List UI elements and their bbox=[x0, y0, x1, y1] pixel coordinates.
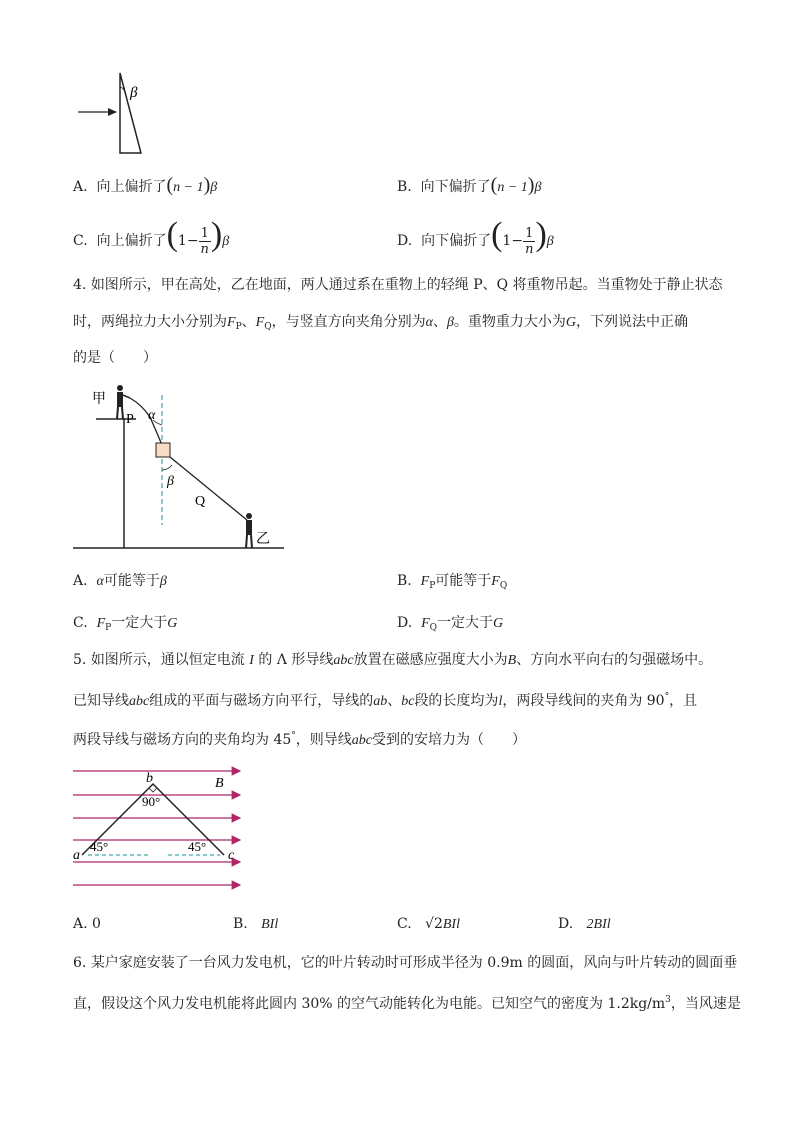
person-top-label: 甲 bbox=[92, 392, 106, 407]
q4-stem-line2: 时，两绳拉力大小分别为$F_P$、$F_Q$，与竖直方向夹角分别为α、β。重物重力大小为G，下列说法中正确 bbox=[73, 314, 689, 332]
q3-option-b[interactable]: B. 向下偏折了(n − 1)β bbox=[397, 174, 542, 196]
q4-option-c[interactable]: C. $F_P$一定大于G bbox=[73, 615, 178, 633]
q4-option-a[interactable]: A. α可能等于β bbox=[73, 573, 167, 589]
beta-label: β bbox=[167, 474, 174, 489]
q5-option-d[interactable]: D. 2BIl bbox=[558, 916, 611, 932]
q3-option-c[interactable]: C. 向上偏折了(1− $\frac{1}{n}$ )β bbox=[73, 216, 230, 257]
q5-option-c[interactable]: C. √2BIl bbox=[397, 916, 460, 932]
person-bottom-label: 乙 bbox=[256, 532, 270, 547]
q5-stem-line2: 已知导线abc组成的平面与磁场方向平行，导线的ab、bc段的长度均为l，两段导线间的夹角为 90°，且 bbox=[73, 692, 698, 709]
q3-angle-label: β bbox=[130, 85, 138, 101]
person-bottom-icon bbox=[246, 513, 252, 548]
rope-p-label: P bbox=[126, 412, 134, 427]
q5-stem-line3: 两段导线与磁场方向的夹角均为 45°，则导线abc受到的安培力为（ ） bbox=[73, 731, 526, 748]
q3-option-d[interactable]: D. 向下偏折了(1− $\frac{1}{n}$ )β bbox=[397, 216, 554, 257]
q3-option-a[interactable]: A. 向上偏折了(n − 1)β bbox=[73, 174, 218, 196]
q4-option-b[interactable]: B. $F_P$可能等于$F_Q$ bbox=[397, 573, 508, 591]
weight-block bbox=[156, 443, 170, 457]
q5-field-figure bbox=[70, 762, 250, 897]
alpha-label: α bbox=[148, 408, 156, 423]
q3-prism-figure bbox=[70, 65, 170, 160]
field-b-label: B bbox=[215, 776, 224, 791]
q4-option-d[interactable]: D. $F_Q$一定大于G bbox=[397, 615, 504, 633]
point-c-label: c bbox=[228, 848, 235, 863]
q5-option-b[interactable]: B. BIl bbox=[233, 916, 279, 932]
q5-option-a[interactable]: A. 0 bbox=[73, 916, 101, 932]
q4-stem-line3: 的是（ ） bbox=[73, 350, 157, 366]
q5-stem-line1: 5. 如图所示，通以恒定电流 I 的 Λ 形导线abc放置在磁感应强度大小为B、方向水平向右的匀强磁场中。 bbox=[73, 652, 713, 668]
angle-top-label: 90° bbox=[142, 794, 161, 809]
q4-stem-line1: 4. 如图所示，甲在高处，乙在地面，两人通过系在重物上的轻绳 P、Q 将重物吊起。当重物处于静止状态 bbox=[73, 277, 723, 293]
q6-stem-line2: 直，假设这个风力发电机能将此圆内 30% 的空气动能转化为电能。已知空气的密度为 $1.2kg/m^3$，当风速是 bbox=[73, 995, 741, 1012]
rope-q-label: Q bbox=[195, 494, 206, 509]
angle-left-label: 45° bbox=[90, 839, 109, 854]
q4-rope-figure bbox=[70, 375, 290, 555]
angle-right-label: 45° bbox=[188, 839, 207, 854]
point-b-label: b bbox=[146, 771, 153, 786]
point-a-label: a bbox=[73, 848, 80, 863]
q6-stem-line1: 6. 某户家庭安装了一台风力发电机，它的叶片转动时可形成半径为 0.9m 的圆面，风向与叶片转动的圆面垂 bbox=[73, 955, 738, 971]
